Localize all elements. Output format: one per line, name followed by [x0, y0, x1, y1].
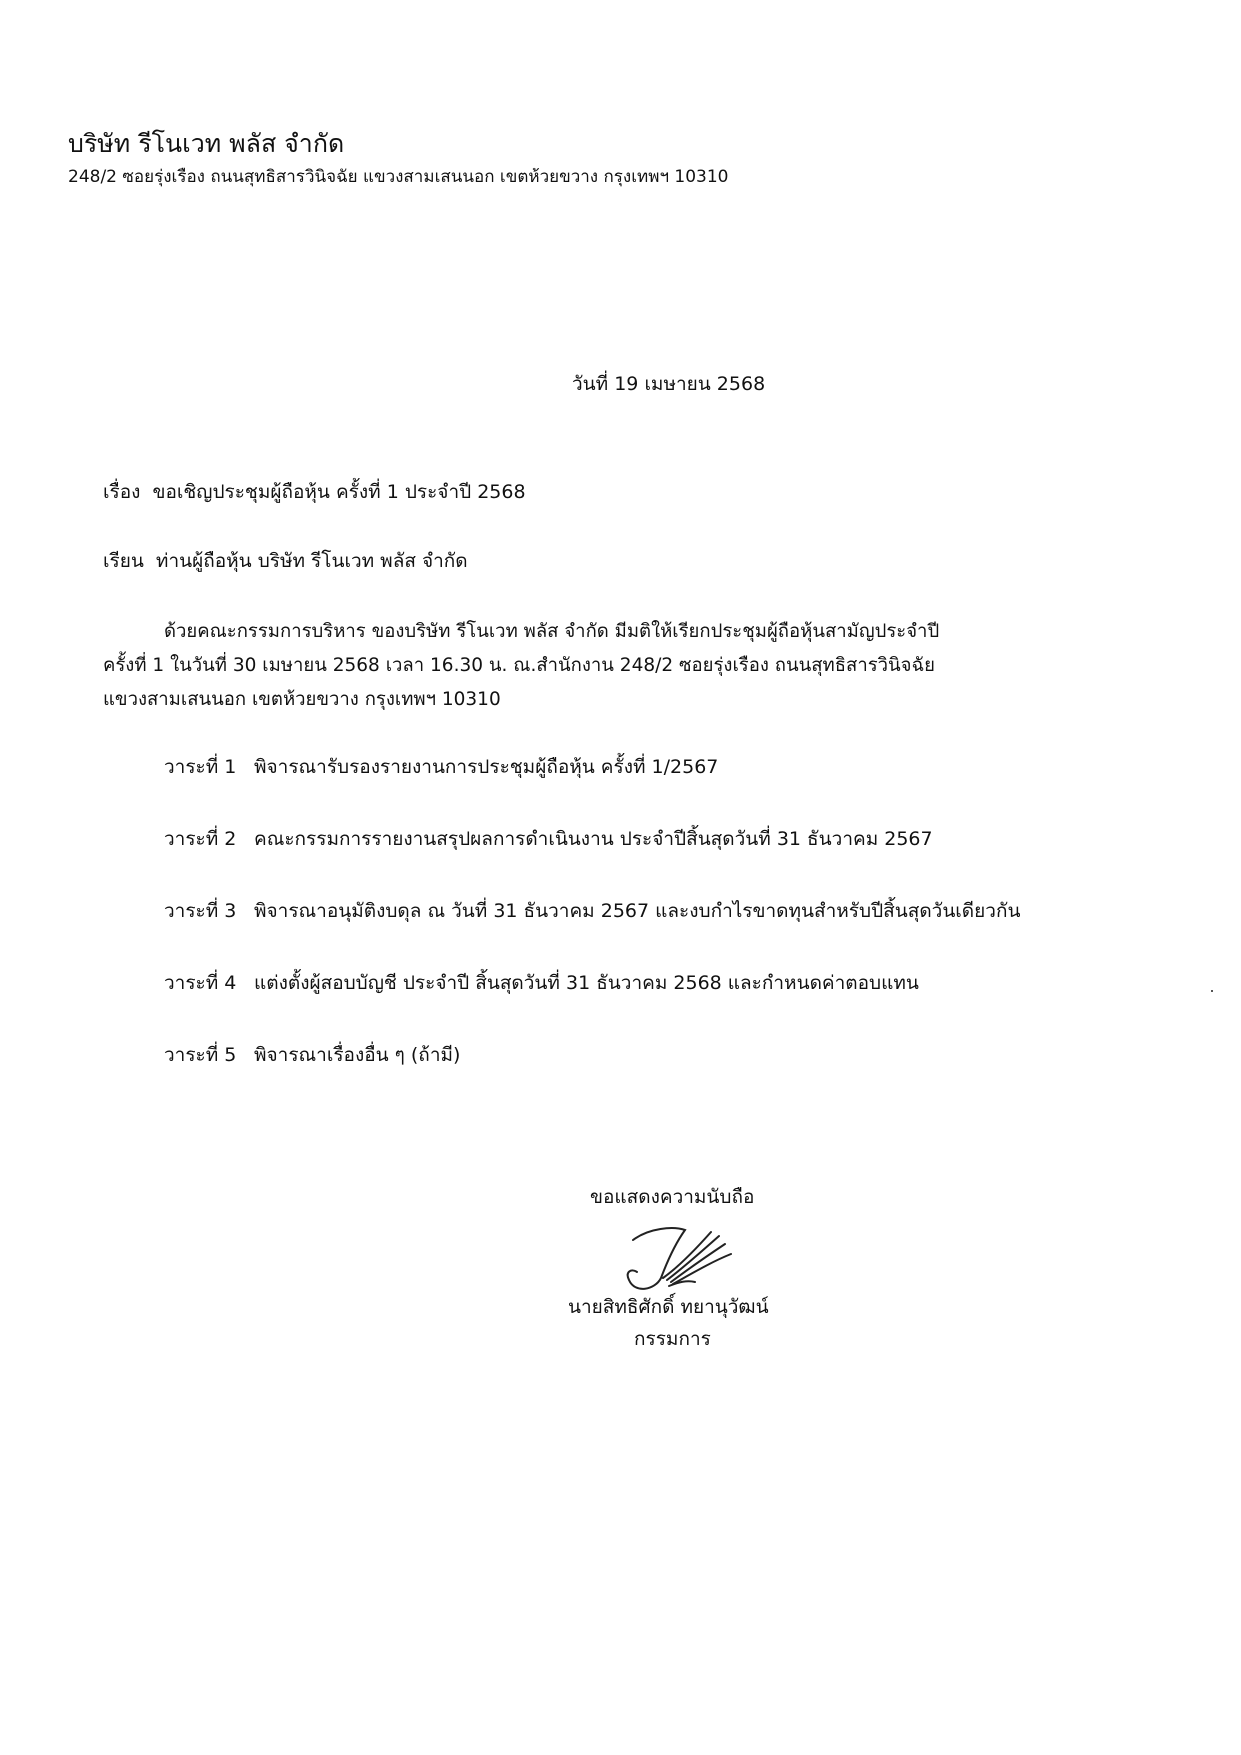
- agenda-item-3: [164, 896, 1020, 926]
- scan-speck: [1211, 990, 1213, 992]
- closing-salutation: ขอแสดงความนับถือ: [590, 1186, 755, 1208]
- agenda-label: วาระที่ 3: [164, 900, 237, 922]
- signer-title: กรรมการ: [634, 1328, 711, 1350]
- agenda-text: พิจารณาเรื่องอื่น ๆ (ถ้ามี): [254, 1044, 461, 1066]
- body-line-3: แขวงสามเสนนอก เขตห้วยขวาง กรุงเทพฯ 10310: [103, 689, 501, 710]
- recipient-line: [103, 546, 468, 576]
- agenda-label: วาระที่ 2: [164, 828, 237, 850]
- body-line-2: ครั้งที่ 1 ในวันที่ 30 เมษายน 2568 เวลา 16.30 น. ณ.สำนักงาน 248/2 ซอยรุ่งเรือง ถนนสุทธิสารวินิจฉัย: [103, 655, 935, 676]
- agenda-item-4: [164, 968, 919, 998]
- signature-icon: [615, 1222, 755, 1302]
- signer-name: นายสิทธิศักดิ์ ทยานุวัฒน์: [568, 1296, 769, 1318]
- company-address: 248/2 ซอยรุ่งเรือง ถนนสุทธิสารวินิจฉัย แขวงสามเสนนอก เขตห้วยขวาง กรุงเทพฯ 10310: [68, 167, 729, 187]
- agenda-text: แต่งตั้งผู้สอบบัญชี ประจำปี สิ้นสุดวันที่ 31 ธันวาคม 2568 และกำหนดค่าตอบแทน: [254, 972, 919, 994]
- recipient-label: เรียน: [103, 550, 144, 572]
- subject-label: เรื่อง: [103, 481, 141, 503]
- agenda-text: พิจารณารับรองรายงานการประชุมผู้ถือหุ้น ครั้งที่ 1/2567: [254, 756, 719, 778]
- agenda-item-2: [164, 824, 933, 854]
- agenda-item-1: [164, 752, 718, 782]
- agenda-text: พิจารณาอนุมัติงบดุล ณ วันที่ 31 ธันวาคม 2567 และงบกำไรขาดทุนสำหรับปีสิ้นสุดวันเดียวกัน: [254, 900, 1021, 922]
- company-name: บริษัท รีโนเวท พลัส จำกัด: [68, 129, 345, 158]
- agenda-item-5: [164, 1040, 460, 1070]
- agenda-label: วาระที่ 4: [164, 972, 237, 994]
- agenda-label: วาระที่ 1: [164, 756, 237, 778]
- subject-text: ขอเชิญประชุมผู้ถือหุ้น ครั้งที่ 1 ประจำปี 2568: [152, 481, 526, 503]
- agenda-text: คณะกรรมการรายงานสรุปผลการดำเนินงาน ประจำปีสิ้นสุดวันที่ 31 ธันวาคม 2567: [254, 828, 933, 850]
- subject-line: [103, 477, 526, 507]
- recipient-text: ท่านผู้ถือหุ้น บริษัท รีโนเวท พลัส จำกัด: [155, 550, 468, 572]
- letter-date: วันที่ 19 เมษายน 2568: [572, 373, 766, 395]
- body-line-1: ด้วยคณะกรรมการบริหาร ของบริษัท รีโนเวท พลัส จำกัด มีมติให้เรียกประชุมผู้ถือหุ้นสามัญประจำปี: [164, 621, 940, 642]
- body-paragraph: [103, 615, 1063, 717]
- agenda-label: วาระที่ 5: [164, 1044, 237, 1066]
